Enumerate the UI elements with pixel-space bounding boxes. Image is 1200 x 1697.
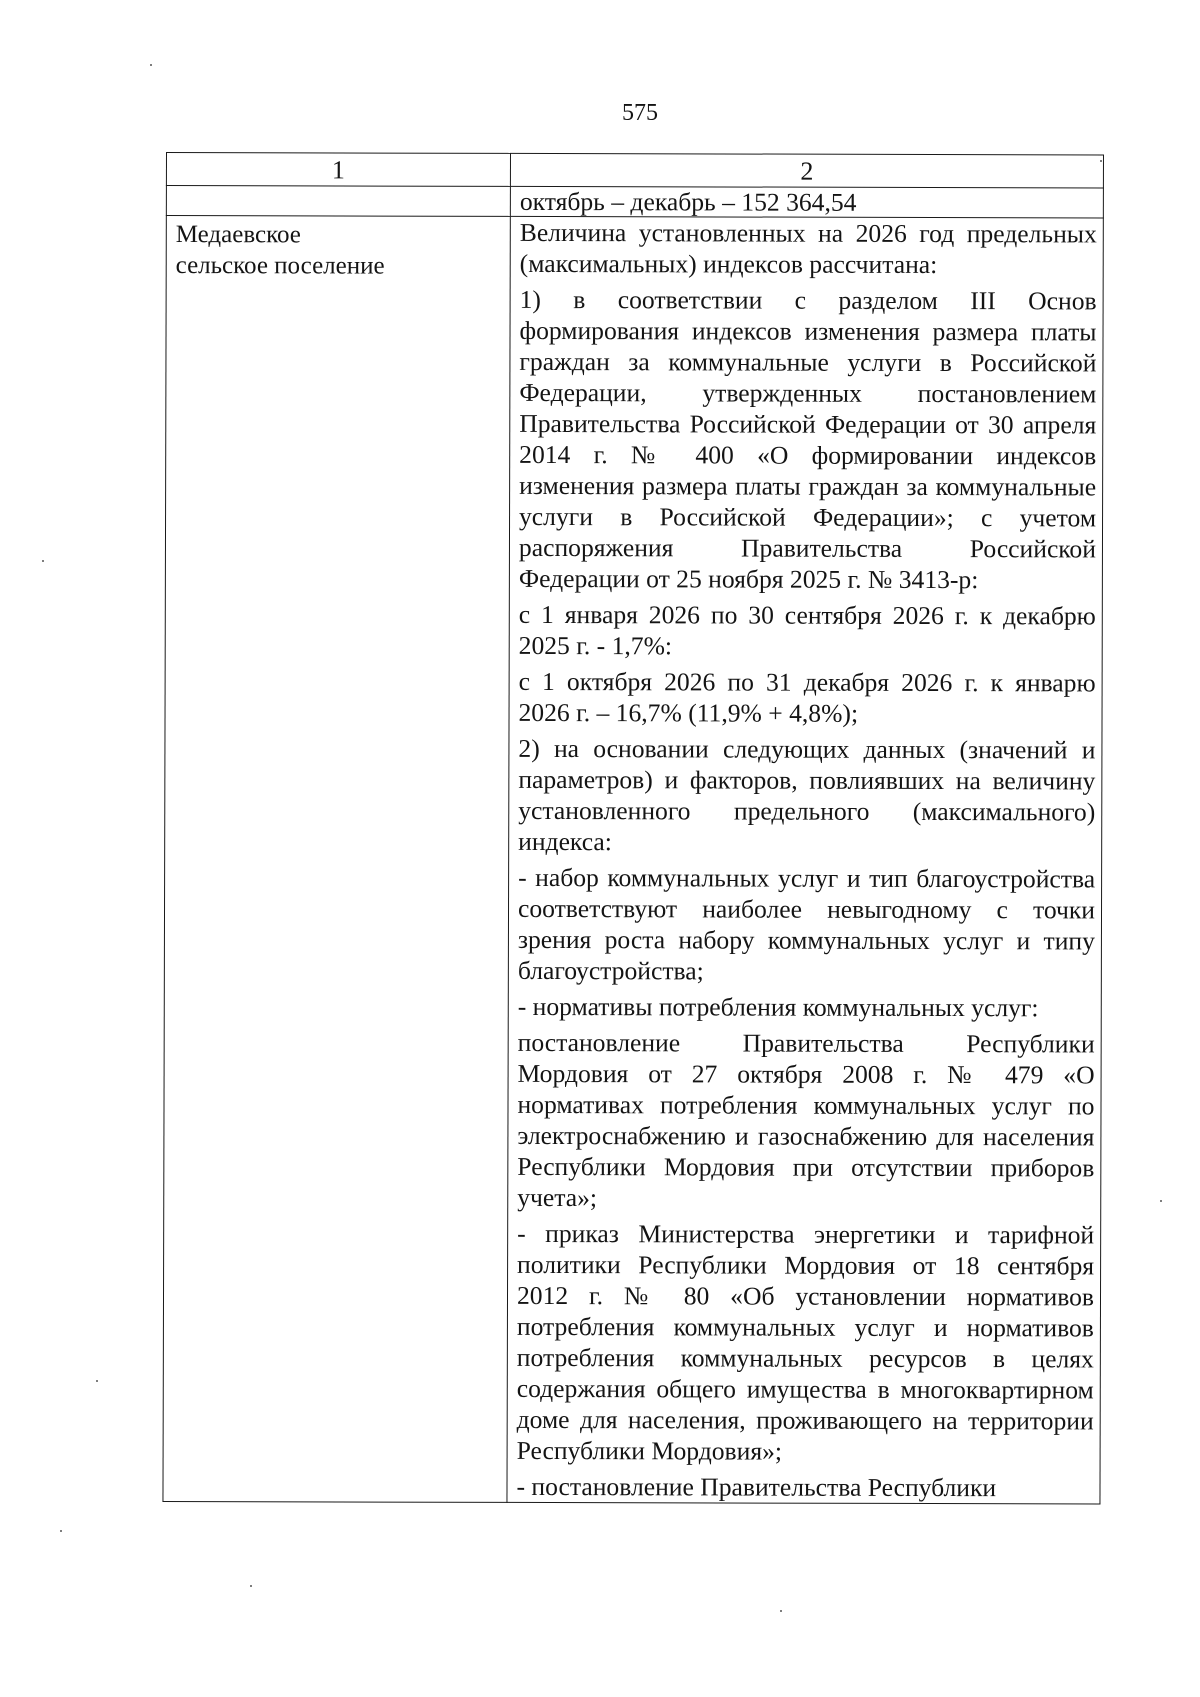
paragraph-period-2: с 1 октября 2026 по 31 декабря 2026 г. к январю 2026 г. – 16,7% (11,9% + 4,8%);: [518, 666, 1096, 728]
scan-speck: [96, 1380, 98, 1382]
scan-speck: [1100, 160, 1102, 162]
paragraph-norms-heading: - нормативы потребления коммунальных услуг:: [517, 991, 1039, 1023]
document-table: [162, 152, 1104, 1504]
index-description-cell: [507, 216, 1103, 1504]
paragraph-period-1: с 1 января 2026 по 30 сентября 2026 г. к декабрю 2025 г. - 1,7%:: [518, 599, 1096, 661]
scan-speck: [250, 1585, 252, 1587]
table-header-row: [166, 153, 1103, 188]
row-continuation-col1: [166, 186, 510, 217]
settlement-name-line: сельское поселение: [175, 252, 385, 280]
paragraph-resolution-479: постановление Правительства Республики Мордовия от 27 октября 2008 г. № 479 «О нормативах потребления коммунальных услуг по электроснабжению и газоснабжению для населения Республики Мордовия при отсутствии приборов учета»;: [517, 1027, 1095, 1213]
paragraph-item-1: 1) в соответствии с разделом III Основ формирования индексов изменения размера платы граждан за коммунальные услуги в Российской Федерации, утвержденных постановлением Правительства Российской Федерации от 30 апреля 2014 г. № 400 «О формировании индексов изменения размера платы граждан за коммунальные услуги в Российской Федерации»; с учетом распоряжения Правительства Российской Федерации от 25 ноября 2025 г. № 3413-р:: [518, 284, 1097, 595]
scan-speck: [1160, 1200, 1162, 1202]
scan-speck: [60, 1530, 62, 1532]
settlement-name-cell: [163, 216, 510, 1503]
paragraph-intro: Величина установленных на 2026 год предельных (максимальных) индексов рассчитана:: [519, 217, 1097, 280]
header-cell-1: 1: [166, 153, 510, 187]
paragraph-item-2: 2) на основании следующих данных (значений и параметров) и факторов, повлиявших на величину установленного предельного (максимального) индекса:: [518, 733, 1096, 857]
page-number: 575: [622, 100, 658, 126]
table-row: [166, 186, 1103, 218]
paragraph-resolution-continued: - постановление Правительства Республики: [516, 1471, 997, 1503]
scan-speck: [150, 64, 152, 66]
table-row: [163, 216, 1103, 1504]
row-continuation-col2: октябрь – декабрь – 152 364,54: [510, 186, 1103, 218]
paragraph-services-set: - набор коммунальных услуг и тип благоустройства соответствуют наиболее невыгодному с точки зрения роста набору коммунальных услуг и типу благоустройства;: [517, 862, 1096, 986]
scan-speck: [780, 1610, 782, 1612]
paragraph-order-80: - приказ Министерства энергетики и тарифной политики Республики Мордовия от 18 сентября 2012 г. № 80 «Об установлении нормативов потребления коммунальных услуг и нормативов потребления коммунальных ресурсов в целях содержания общего имущества в многоквартирном доме для населения, проживающего на территории Республики Мордовия»;: [516, 1218, 1095, 1466]
scan-speck: [42, 560, 44, 562]
settlement-name-line: Медаевское: [175, 221, 301, 249]
header-cell-2: 2: [510, 153, 1103, 188]
